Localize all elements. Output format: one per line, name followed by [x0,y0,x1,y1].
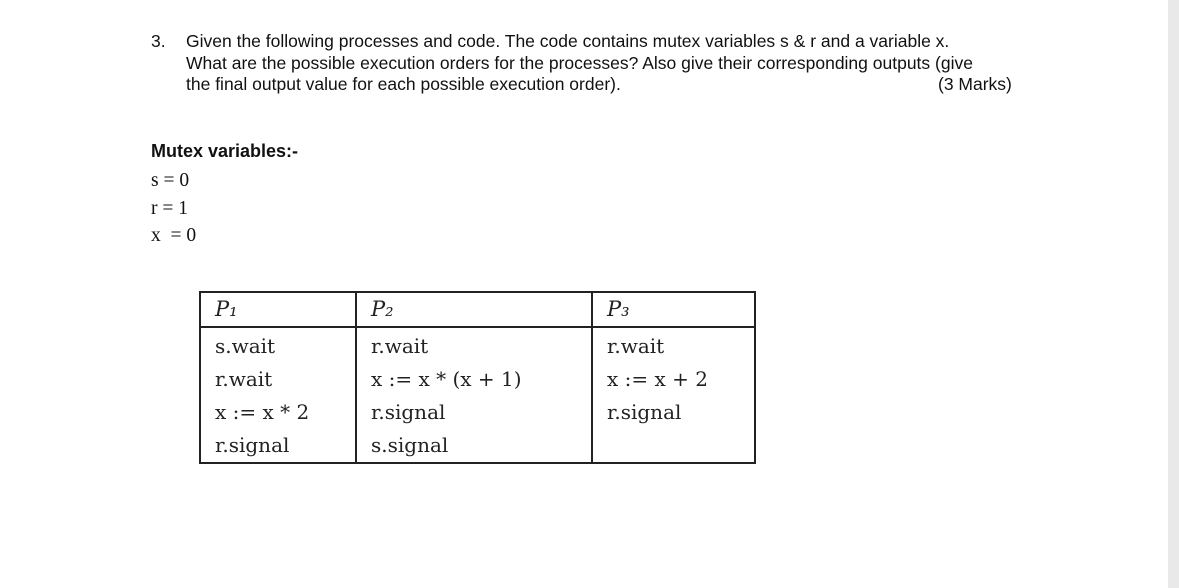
process-header-p2: P₂ [356,292,592,327]
mutex-variable-list [151,167,196,250]
code-statement: r.wait [371,334,429,358]
process-p1-code [200,327,356,463]
code-statement: r.wait [607,334,665,358]
question-line: What are the possible execution orders for the processes? Also give their corresponding outputs (give [186,52,973,73]
mutex-variable-s: s = 0 [151,170,190,191]
table-header-row [200,292,755,327]
question-line: the final output value for each possible execution order). [186,74,621,94]
process-p3-code [592,327,755,463]
variable-x: x = 0 [151,225,197,246]
code-statement: x := x * 2 [215,400,310,424]
question-number: 3. [151,31,166,51]
code-statement: x := x * (x + 1) [371,367,522,391]
question-marks: (3 Marks) [938,74,1012,94]
code-statement: r.signal [371,400,446,424]
mutex-variable-r: r = 1 [151,197,188,219]
question-text [186,31,1041,96]
process-header-p3: P₃ [592,292,755,327]
code-statement: r.signal [215,433,290,457]
mutex-heading: Mutex variables:- [151,141,299,161]
code-statement: x := x + 2 [607,367,708,391]
question-line: Given the following processes and code. The code contains mutex variables s & r and a variable x. [186,31,950,51]
process-code-table [199,291,756,464]
code-statement: s.signal [371,433,449,457]
process-header-p1: P₁ [200,292,356,327]
code-statement: s.wait [215,334,276,358]
code-statement: r.signal [607,400,682,424]
table-body-row [200,327,755,463]
code-statement: r.wait [215,367,273,391]
process-p2-code [356,327,592,463]
